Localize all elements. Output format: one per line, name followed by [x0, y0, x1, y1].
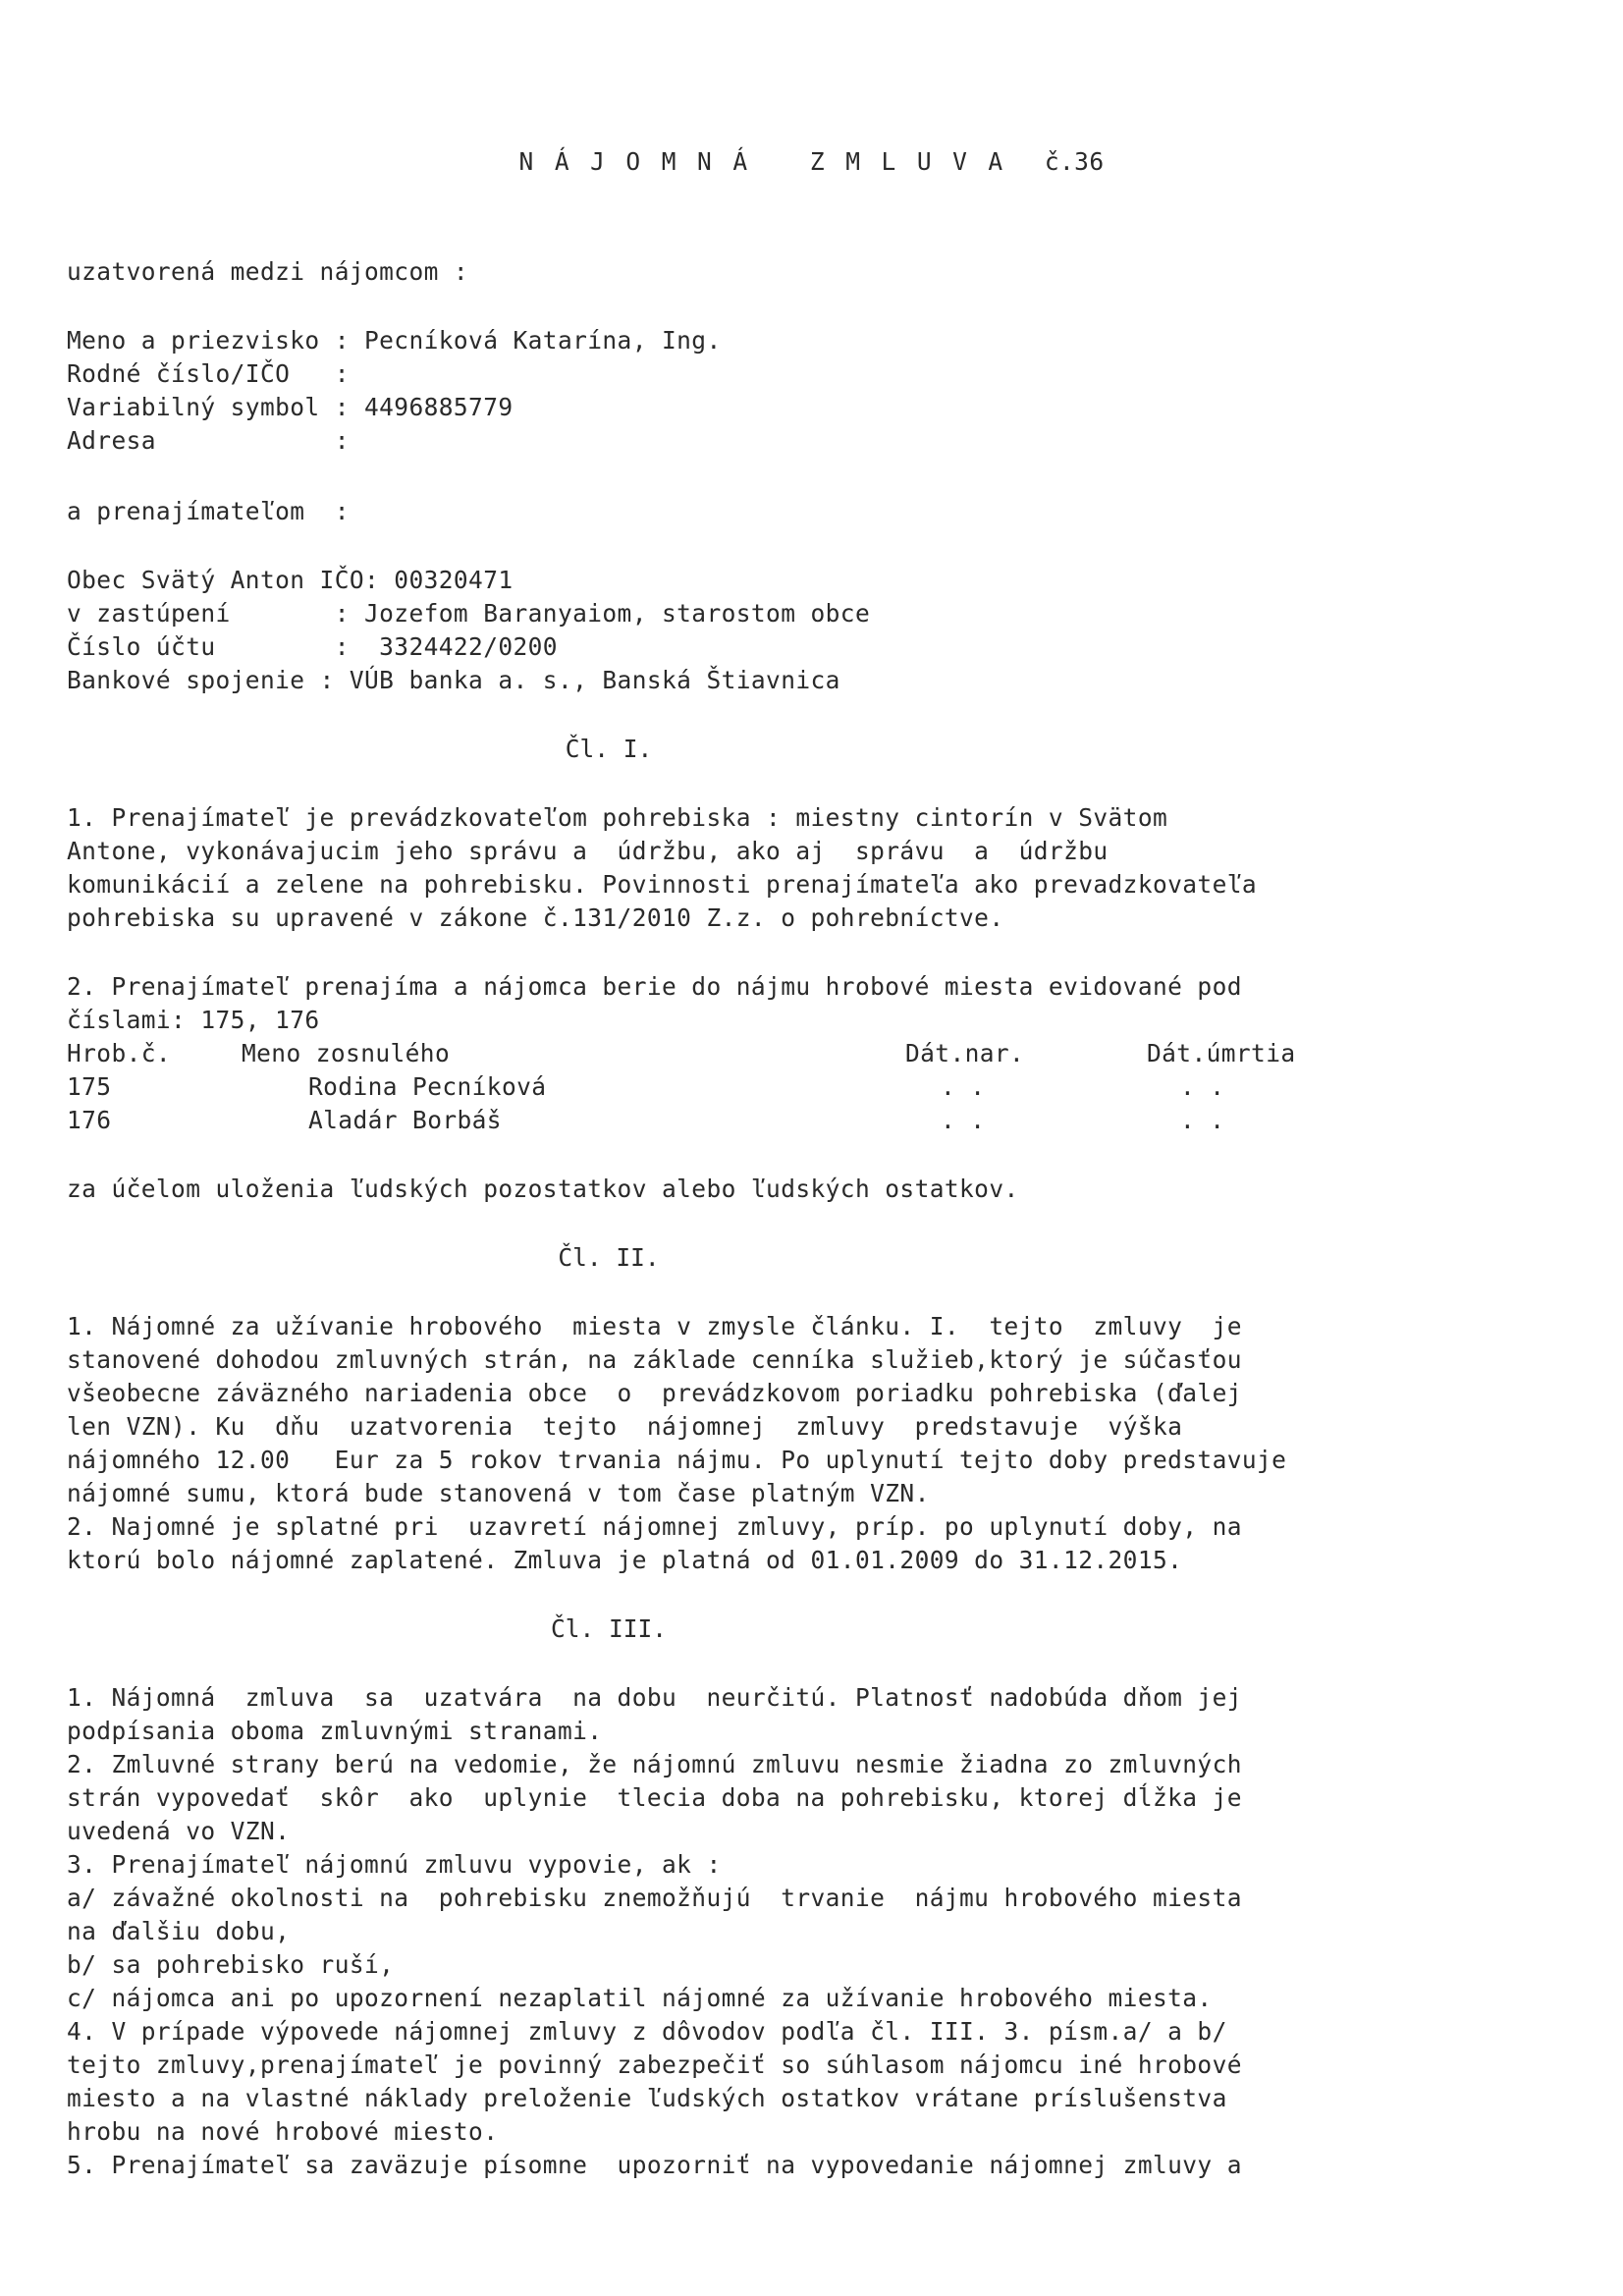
art2-line: ktorú bolo nájomné zaplatené. Zmluva je platná od 01.01.2009 do 31.12.2015. — [67, 1546, 1183, 1574]
art2-line: 2. Najomné je splatné pri uzavretí nájomnej zmluvy, príp. po uplynutí doby, na — [67, 1512, 1242, 1541]
landlord-name: Obec Svätý Anton IČO: 00320471 — [67, 566, 514, 594]
art2-line: stanovené dohodou zmluvných strán, na základe cenníka služieb,ktorý je súčasťou — [67, 1345, 1242, 1374]
article-1-heading: Čl. I. — [565, 735, 653, 763]
art3-line: na ďalšiu dobu, — [67, 1917, 291, 1945]
art1-p1-line: Antone, vykonávajucim jeho správu a údržbu, ako aj správu a údržbu — [67, 837, 1109, 865]
art3-line: b/ sa pohrebisko ruší, — [67, 1950, 395, 1979]
art3-line: hrobu na nové hrobové miesto. — [67, 2117, 499, 2146]
table-cell-deceased-name: Aladár Borbáš — [308, 1106, 502, 1134]
table-cell-grave-number: 175 — [67, 1072, 112, 1101]
art2-line: všeobecne záväzného nariadenia obce o prevádzkovom poriadku pohrebiska (ďalej — [67, 1379, 1242, 1407]
article-3-heading: Čl. III. — [550, 1614, 667, 1643]
art3-line: uvedená vo VZN. — [67, 1817, 291, 1845]
art3-line: 2. Zmluvné strany berú na vedomie, že nájomnú zmluvu nesmie žiadna zo zmluvných — [67, 1750, 1242, 1778]
art2-line: 1. Nájomné za užívanie hrobového miesta v zmysle článku. I. tejto zmluvy je — [67, 1312, 1242, 1340]
table-header-deceased-name: Meno zosnulého — [242, 1039, 451, 1067]
art3-line: 4. V prípade výpovede nájomnej zmluvy z dôvodov podľa čl. III. 3. písm.a/ a b/ — [67, 2017, 1227, 2046]
table-cell-birth-date: . . — [941, 1106, 986, 1134]
art1-p1-line: komunikácií a zelene na pohrebisku. Povinnosti prenajímateľa ako prevadzkovateľa — [67, 870, 1258, 899]
table-header-birth-date: Dát.nar. — [905, 1039, 1025, 1067]
art3-line: 5. Prenajímateľ sa zaväzuje písomne upozorniť na vypovedanie nájomnej zmluvy a — [67, 2151, 1242, 2179]
table-cell-grave-number: 176 — [67, 1106, 112, 1134]
art1-purpose: za účelom uloženia ľudských pozostatkov alebo ľudských ostatkov. — [67, 1175, 1019, 1203]
art2-line: nájomného 12.00 Eur za 5 rokov trvania nájmu. Po uplynutí tejto doby predstavuje — [67, 1446, 1287, 1474]
tenant-name: Meno a priezvisko : Pecníková Katarína, Ing. — [67, 326, 722, 355]
table-header-grave-number: Hrob.č. — [67, 1039, 172, 1067]
document-title: N Á J O M N Á Z M L U V A č.36 — [518, 147, 1105, 176]
art2-line: nájomné sumu, ktorá bude stanovená v tom čase platným VZN. — [67, 1479, 930, 1507]
table-cell-death-date: . . — [1180, 1072, 1225, 1101]
table-cell-deceased-name: Rodina Pecníková — [308, 1072, 547, 1101]
tenant-address: Adresa : — [67, 426, 350, 455]
art3-line: c/ nájomca ani po upozornení nezaplatil nájomné za užívanie hrobového miesta. — [67, 1984, 1213, 2012]
tenant-id: Rodné číslo/IČO : — [67, 359, 350, 388]
art3-line: a/ závažné okolnosti na pohrebisku znemožňujú trvanie nájmu hrobového miesta — [67, 1884, 1242, 1912]
article-2-heading: Čl. II. — [558, 1243, 660, 1272]
art3-line: 1. Nájomná zmluva sa uzatvára na dobu neurčitú. Platnosť nadobúda dňom jej — [67, 1683, 1242, 1712]
landlord-representative: v zastúpení : Jozefom Baranyaiom, starostom obce — [67, 599, 871, 628]
art3-line: strán vypovedať skôr ako uplynie tlecia doba na pohrebisku, ktorej dĺžka je — [67, 1783, 1242, 1812]
table-cell-birth-date: . . — [941, 1072, 986, 1101]
art3-line: miesto a na vlastné náklady preloženie ľudských ostatkov vrátane príslušenstva — [67, 2084, 1227, 2112]
art3-line: 3. Prenajímateľ nájomnú zmluvu vypovie, ak : — [67, 1850, 722, 1879]
landlord-account: Číslo účtu : 3324422/0200 — [67, 632, 558, 661]
art1-p1-line: pohrebiska su upravené v zákone č.131/2010 Z.z. o pohrebníctve. — [67, 903, 1004, 932]
art1-p2-line: číslami: 175, 176 — [67, 1006, 320, 1034]
table-header-death-date: Dát.úmrtia — [1147, 1039, 1296, 1067]
table-cell-death-date: . . — [1180, 1106, 1225, 1134]
art1-p1-line: 1. Prenajímateľ je prevádzkovateľom pohrebiska : miestny cintorín v Svätom — [67, 803, 1168, 832]
tenant-variable-symbol: Variabilný symbol : 4496885779 — [67, 393, 514, 421]
landlord-intro: a prenajímateľom : — [67, 497, 350, 525]
intro-line: uzatvorená medzi nájomcom : — [67, 257, 469, 286]
art3-line: podpísania oboma zmluvnými stranami. — [67, 1717, 603, 1745]
art3-line: tejto zmluvy,prenajímateľ je povinný zabezpečiť so súhlasom nájomcu iné hrobové — [67, 2050, 1242, 2079]
art2-line: len VZN). Ku dňu uzatvorenia tejto nájomnej zmluvy predstavuje výška — [67, 1412, 1183, 1441]
landlord-bank: Bankové spojenie : VÚB banka a. s., Banská Štiavnica — [67, 666, 840, 694]
art1-p2-line: 2. Prenajímateľ prenajíma a nájomca berie do nájmu hrobové miesta evidované pod — [67, 972, 1242, 1001]
